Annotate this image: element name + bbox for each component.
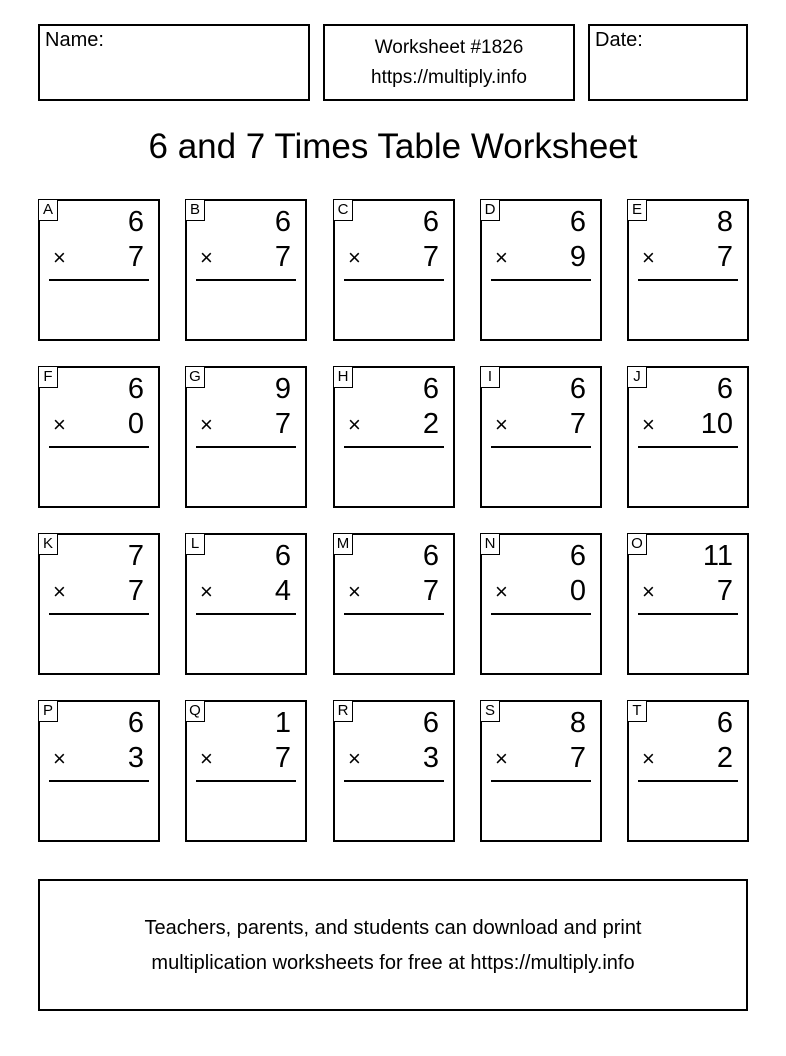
problem-label: J bbox=[627, 366, 647, 388]
date-label: Date: bbox=[595, 29, 643, 51]
answer-line bbox=[638, 780, 738, 782]
problem-card[interactable] bbox=[38, 366, 160, 508]
multiplicand: 6 bbox=[274, 206, 291, 238]
multiplier: 7 bbox=[716, 241, 733, 273]
answer-line bbox=[638, 446, 738, 448]
worksheet-url: https://multiply.info bbox=[371, 67, 527, 88]
multiplicand: 8 bbox=[569, 707, 586, 739]
worksheet-number: Worksheet #1826 bbox=[374, 37, 524, 58]
multiplier: 7 bbox=[274, 408, 291, 440]
multiplier: 9 bbox=[569, 241, 586, 273]
problem-label: H bbox=[333, 366, 353, 388]
problem-label: O bbox=[627, 533, 647, 555]
multiplicand: 6 bbox=[127, 206, 144, 238]
times-sign: × bbox=[200, 746, 213, 771]
multiplicand: 1 bbox=[274, 707, 291, 739]
problem-label: F bbox=[38, 366, 58, 388]
problem-card[interactable] bbox=[627, 700, 749, 842]
times-sign: × bbox=[495, 579, 508, 604]
problem-card[interactable] bbox=[333, 366, 455, 508]
problem-card[interactable] bbox=[627, 366, 749, 508]
times-sign: × bbox=[642, 245, 655, 270]
multiplier: 7 bbox=[422, 575, 439, 607]
answer-line bbox=[196, 780, 296, 782]
answer-line bbox=[49, 780, 149, 782]
problem-label: E bbox=[627, 199, 647, 221]
multiplier: 7 bbox=[422, 241, 439, 273]
multiplier: 7 bbox=[569, 742, 586, 774]
multiplier: 7 bbox=[127, 575, 144, 607]
multiplier: 10 bbox=[700, 408, 733, 440]
times-sign: × bbox=[495, 245, 508, 270]
times-sign: × bbox=[53, 245, 66, 270]
answer-line bbox=[638, 613, 738, 615]
times-sign: × bbox=[53, 746, 66, 771]
multiplicand: 6 bbox=[569, 540, 586, 572]
multiplier: 7 bbox=[127, 241, 144, 273]
problem-label: P bbox=[38, 700, 58, 722]
multiplier: 7 bbox=[569, 408, 586, 440]
answer-line bbox=[196, 446, 296, 448]
problem-label: S bbox=[480, 700, 500, 722]
problem-label: I bbox=[480, 366, 500, 388]
multiplicand: 6 bbox=[422, 707, 439, 739]
footer-line-2: multiplication worksheets for free at https://multiply.info bbox=[151, 952, 635, 974]
problem-card[interactable] bbox=[185, 700, 307, 842]
problem-label: Q bbox=[185, 700, 205, 722]
answer-line bbox=[638, 279, 738, 281]
times-sign: × bbox=[200, 245, 213, 270]
times-sign: × bbox=[348, 579, 361, 604]
multiplicand: 6 bbox=[127, 707, 144, 739]
multiplier: 3 bbox=[422, 742, 439, 774]
problem-label: R bbox=[333, 700, 353, 722]
multiplicand: 6 bbox=[569, 373, 586, 405]
multiplier: 3 bbox=[127, 742, 144, 774]
answer-line bbox=[196, 279, 296, 281]
multiplicand: 9 bbox=[274, 373, 291, 405]
problem-card[interactable] bbox=[480, 366, 602, 508]
answer-line bbox=[49, 446, 149, 448]
answer-line bbox=[491, 446, 591, 448]
problem-label: C bbox=[333, 199, 353, 221]
problem-card[interactable] bbox=[480, 199, 602, 341]
problem-label: K bbox=[38, 533, 58, 555]
times-sign: × bbox=[53, 412, 66, 437]
multiplier: 2 bbox=[716, 742, 733, 774]
times-sign: × bbox=[495, 746, 508, 771]
multiplicand: 6 bbox=[422, 206, 439, 238]
times-sign: × bbox=[53, 579, 66, 604]
problem-card[interactable] bbox=[185, 533, 307, 675]
times-sign: × bbox=[348, 746, 361, 771]
footer-line-1: Teachers, parents, and students can download and print bbox=[144, 917, 642, 939]
times-sign: × bbox=[200, 579, 213, 604]
multiplicand: 6 bbox=[127, 373, 144, 405]
name-field-box[interactable] bbox=[38, 24, 310, 101]
problem-label: B bbox=[185, 199, 205, 221]
problem-label: L bbox=[185, 533, 205, 555]
multiplicand: 6 bbox=[569, 206, 586, 238]
times-sign: × bbox=[348, 412, 361, 437]
problem-card[interactable] bbox=[627, 533, 749, 675]
problem-card[interactable] bbox=[38, 533, 160, 675]
problem-card[interactable] bbox=[38, 700, 160, 842]
problem-card[interactable] bbox=[480, 533, 602, 675]
problem-label: A bbox=[38, 199, 58, 221]
answer-line bbox=[491, 780, 591, 782]
problem-card[interactable] bbox=[480, 700, 602, 842]
problem-label: D bbox=[480, 199, 500, 221]
problem-card[interactable] bbox=[333, 700, 455, 842]
problem-card[interactable] bbox=[38, 199, 160, 341]
times-sign: × bbox=[348, 245, 361, 270]
worksheet-info-box bbox=[323, 24, 575, 101]
multiplicand: 6 bbox=[716, 373, 733, 405]
problem-card[interactable] bbox=[333, 533, 455, 675]
times-sign: × bbox=[495, 412, 508, 437]
problem-card[interactable] bbox=[185, 199, 307, 341]
times-sign: × bbox=[200, 412, 213, 437]
answer-line bbox=[491, 613, 591, 615]
multiplier: 2 bbox=[422, 408, 439, 440]
answer-line bbox=[344, 279, 444, 281]
multiplier: 4 bbox=[274, 575, 291, 607]
answer-line bbox=[491, 279, 591, 281]
multiplicand: 11 bbox=[702, 540, 733, 572]
multiplier: 7 bbox=[274, 241, 291, 273]
multiplier: 7 bbox=[716, 575, 733, 607]
problem-label: T bbox=[627, 700, 647, 722]
problem-label: M bbox=[333, 533, 353, 555]
problem-label: G bbox=[185, 366, 205, 388]
multiplicand: 7 bbox=[127, 540, 144, 572]
answer-line bbox=[196, 613, 296, 615]
multiplicand: 6 bbox=[422, 373, 439, 405]
problem-card[interactable] bbox=[627, 199, 749, 341]
multiplier: 7 bbox=[274, 742, 291, 774]
times-sign: × bbox=[642, 412, 655, 437]
times-sign: × bbox=[642, 746, 655, 771]
multiplier: 0 bbox=[127, 408, 144, 440]
multiplicand: 8 bbox=[716, 206, 733, 238]
answer-line bbox=[49, 279, 149, 281]
answer-line bbox=[344, 446, 444, 448]
multiplicand: 6 bbox=[422, 540, 439, 572]
answer-line bbox=[344, 780, 444, 782]
name-label: Name: bbox=[45, 29, 104, 51]
page-title: 6 and 7 Times Table Worksheet bbox=[148, 127, 638, 166]
problem-label: N bbox=[480, 533, 500, 555]
problem-card[interactable] bbox=[333, 199, 455, 341]
answer-line bbox=[49, 613, 149, 615]
footer-box bbox=[38, 879, 748, 1011]
multiplicand: 6 bbox=[274, 540, 291, 572]
times-sign: × bbox=[642, 579, 655, 604]
problem-card[interactable] bbox=[185, 366, 307, 508]
date-field-box[interactable] bbox=[588, 24, 748, 101]
multiplier: 0 bbox=[569, 575, 586, 607]
multiplicand: 6 bbox=[716, 707, 733, 739]
answer-line bbox=[344, 613, 444, 615]
problem-grid bbox=[38, 199, 748, 841]
